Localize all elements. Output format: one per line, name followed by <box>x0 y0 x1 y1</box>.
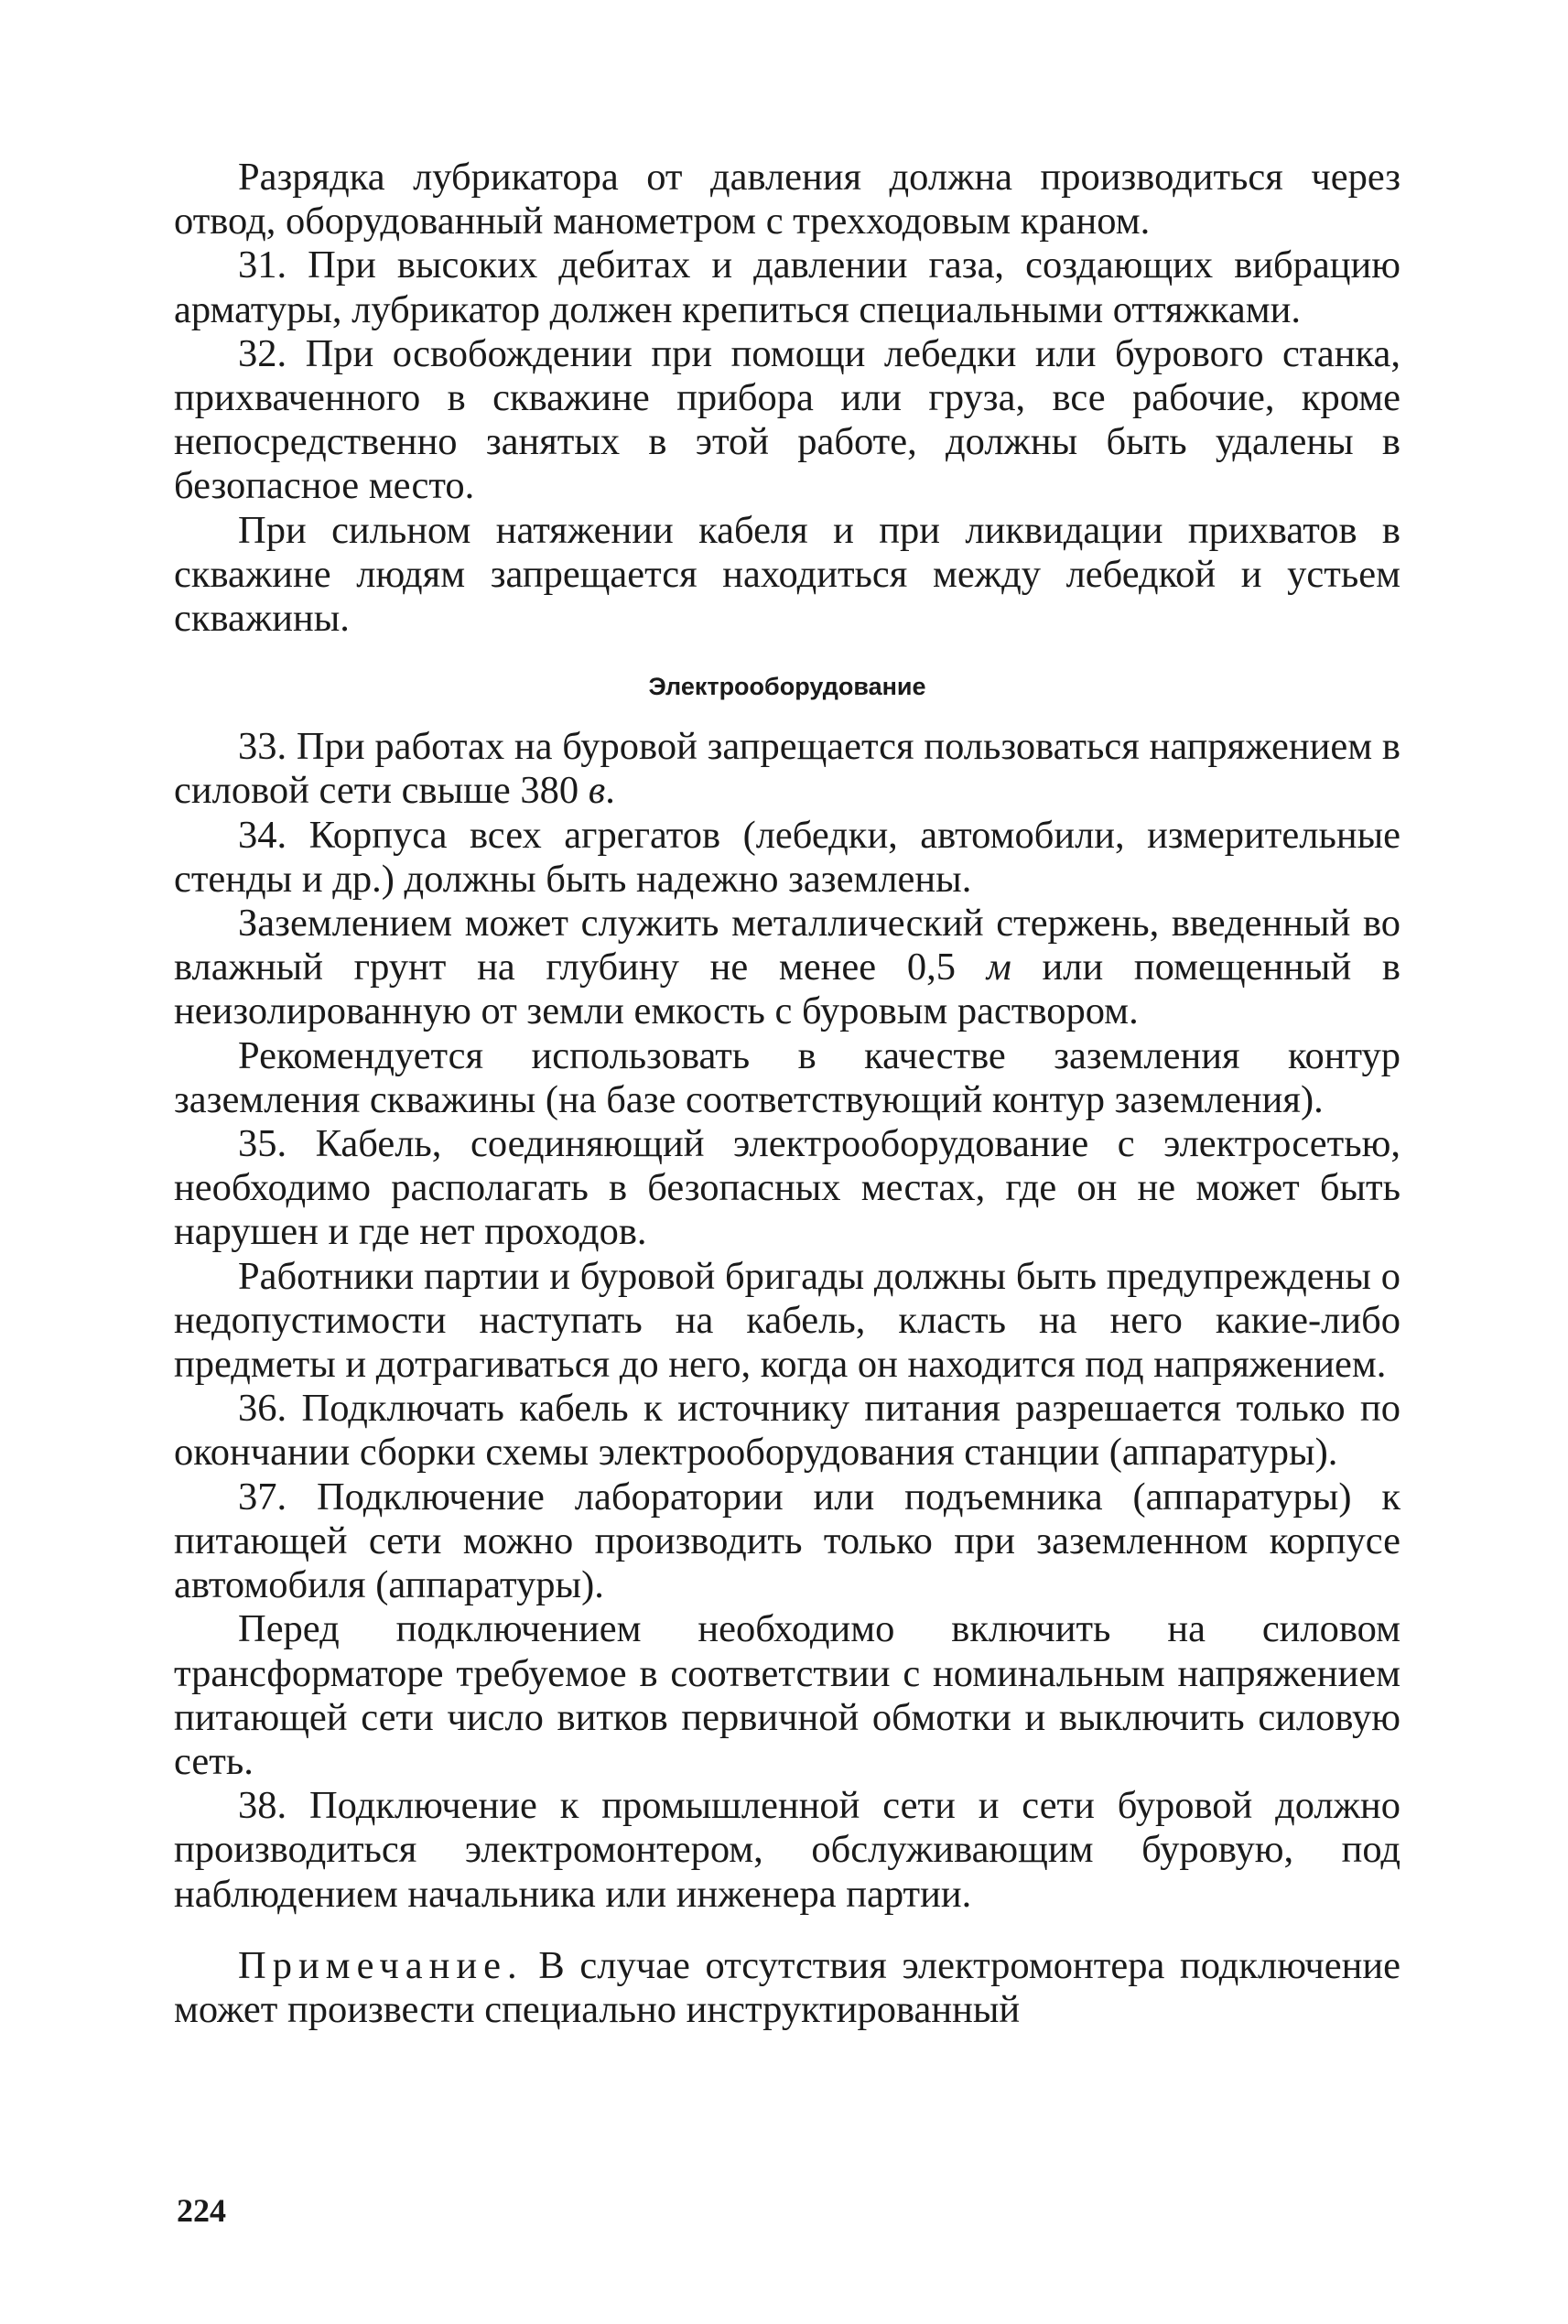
item-33-end: . <box>605 769 615 813</box>
paragraph-item-38: 38. Подключение к промышленной сети и сети буровой должно производиться электромонтером, обслуживающим буровую, под наблюдением начальника или инженера партии. <box>174 1784 1400 1916</box>
note-paragraph <box>174 1944 1400 2032</box>
section-heading: Электрооборудование <box>648 673 926 701</box>
paragraph-lubricator-discharge: Разрядка лубрикатора от давления должна производиться через отвод, оборудованный манометром с трехходовым краном. <box>174 156 1400 243</box>
note-label: Примечание. <box>238 1943 524 1987</box>
grounding-text-end: или помещенный в неизолированную от земли емкость с буровым раствором. <box>174 946 1400 1033</box>
paragraph-grounding-contour: Рекомендуется использовать в качестве заземления контур заземления скважины (на базе соответствующий контур заземления). <box>174 1033 1400 1121</box>
paragraph-item-35: 35. Кабель, соединяющий электрооборудование с электросетью, необходимо располагать в безопасных местах, где он не может быть нарушен и где нет проходов. <box>174 1122 1400 1254</box>
page-body <box>174 156 1400 2032</box>
voltage-unit: в <box>588 769 606 813</box>
paragraph-cable-tension: При сильном натяжении кабеля и при ликвидации прихватов в скважине людям запрещается находиться между лебедкой и устьем скважины. <box>174 508 1400 641</box>
note-text: В случае отсутствия электромонтера подключение может произвести специально инструктированный <box>174 1943 1400 2031</box>
paragraph-crew-warning: Работники партии и буровой бригады должны быть предупреждены о недопустимости наступать на кабель, класть на него какие-либо предметы и дотрагиваться до него, когда он находится под напряжением. <box>174 1254 1400 1387</box>
paragraph-item-33 <box>174 725 1400 813</box>
paragraph-item-34: 34. Корпуса всех агрегатов (лебедки, автомобили, измерительные стенды и др.) должны быть надежно заземлены. <box>174 813 1400 901</box>
paragraph-item-32: 32. При освобождении при помощи лебедки или бурового станка, прихваченного в скважине прибора или груза, все рабочие, кроме непосредственно занятых в этой работе, должны быть удалены в безопасное место. <box>174 331 1400 508</box>
page-number: 224 <box>177 2192 226 2229</box>
depth-unit: м <box>986 946 1011 989</box>
paragraph-item-31: 31. При высоких дебитах и давлении газа, создающих вибрацию арматуры, лубрикатор должен крепиться специальными оттяжками. <box>174 243 1400 331</box>
paragraph-item-37: 37. Подключение лаборатории или подъемника (аппаратуры) к питающей сети можно производить только при заземленном корпусе автомобиля (аппаратуры). <box>174 1475 1400 1607</box>
paragraph-grounding-rod <box>174 902 1400 1034</box>
paragraph-transformer: Перед подключением необходимо включить на силовом трансформаторе требуемое в соответствии с номинальным напряжением питающей сети число витков первичной обмотки и выключить силовую сеть. <box>174 1607 1400 1783</box>
item-33-text: 33. При работах на буровой запрещается пользоваться напряжением в силовой сети свыше 380 <box>174 725 1400 813</box>
paragraph-item-36: 36. Подключать кабель к источнику питания разрешается только по окончании сборки схемы электрооборудования станции (аппаратуры). <box>174 1387 1400 1475</box>
grounding-text-start: Заземлением может служить металлический стержень, введенный во влажный грунт на глубину не менее 0,5 <box>174 902 1400 989</box>
